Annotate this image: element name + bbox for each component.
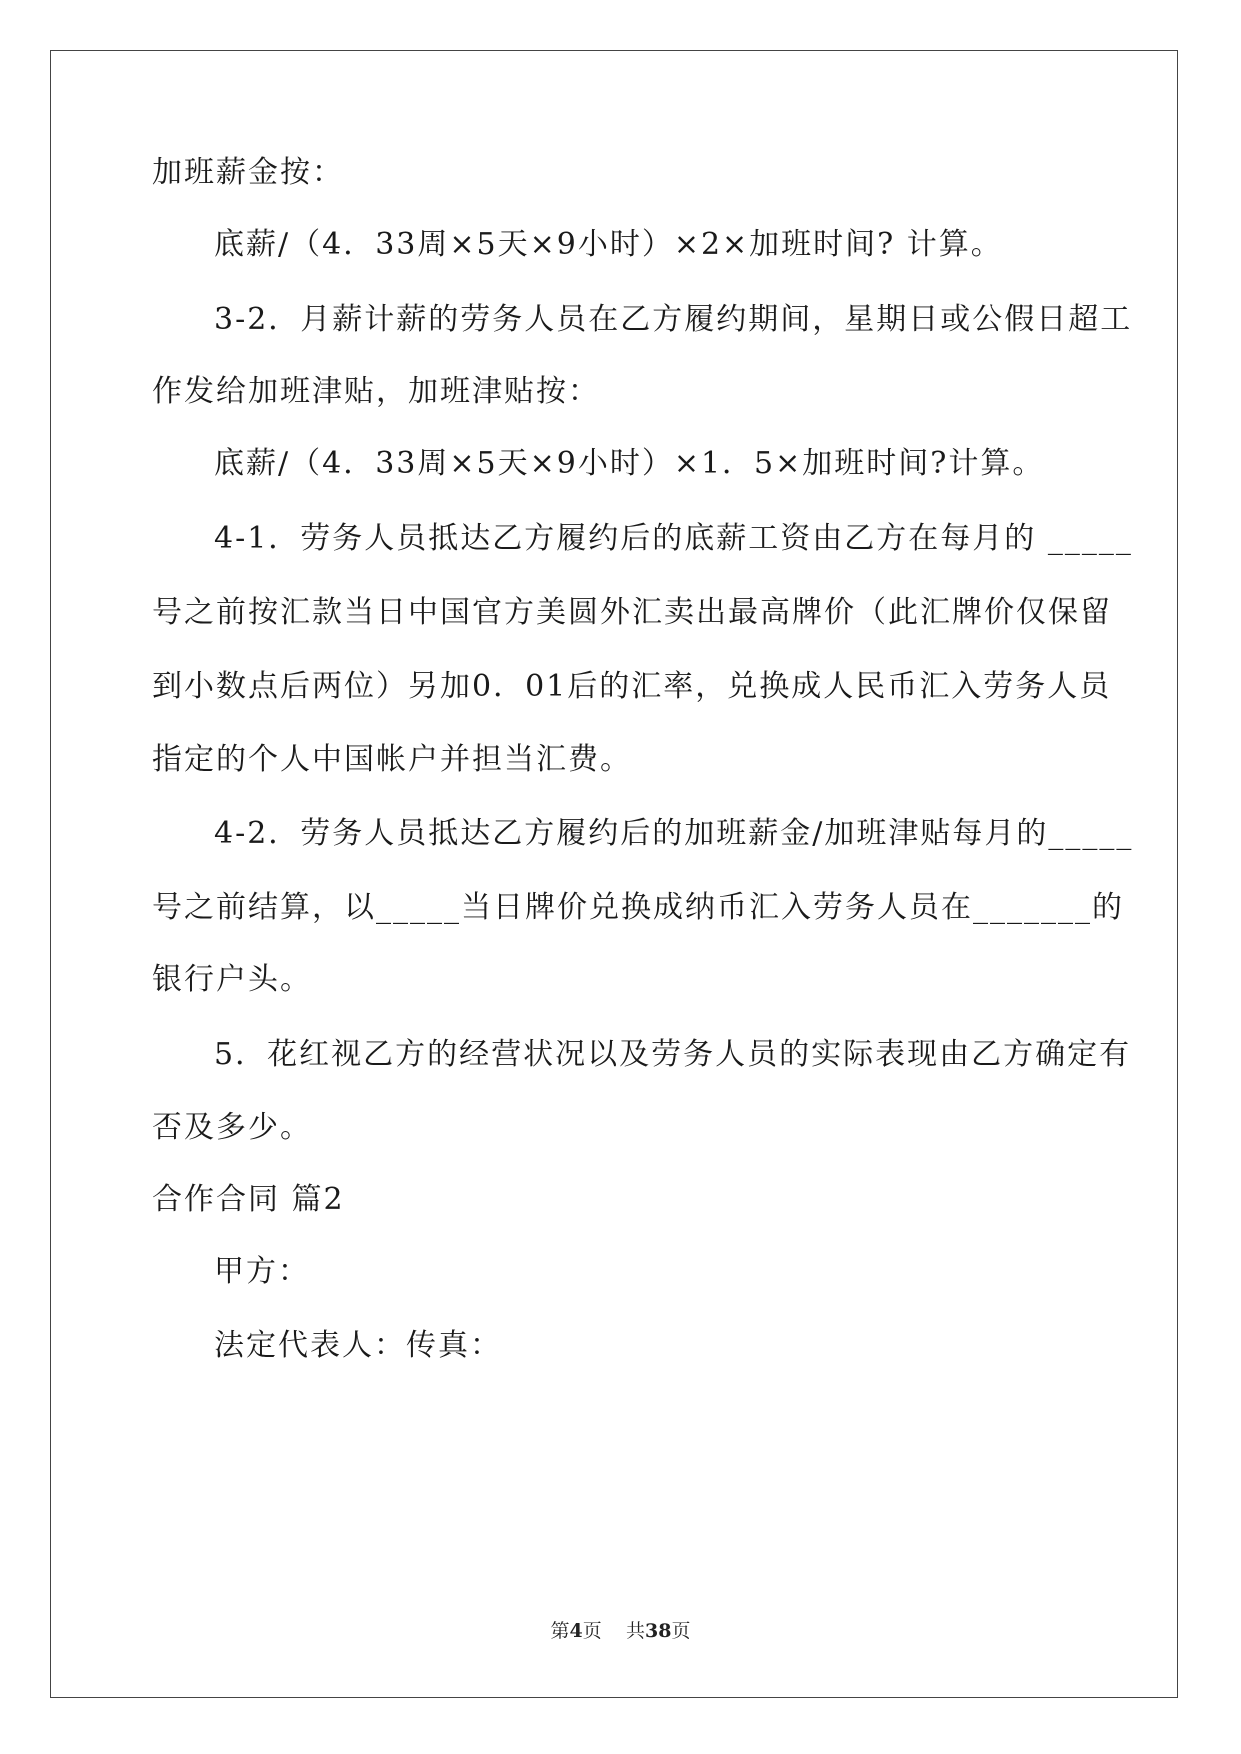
text-line: 到小数点后两位）另加0．01后的汇率，兑换成人民币汇入劳务人员: [152, 669, 1112, 704]
footer-total-suffix: 页: [671, 1620, 691, 1642]
text-line: 加班薪金按：: [152, 155, 344, 190]
text-line: 甲方：: [214, 1254, 310, 1289]
page-footer: [0, 1620, 1241, 1642]
text-line: 号之前结算，以_____当日牌价兑换成纳币汇入劳务人员在_______的: [152, 890, 1124, 925]
current-page-number: 4: [569, 1620, 583, 1642]
text-line: 3-2．月薪计薪的劳务人员在乙方履约期间，星期日或公假日超工: [214, 302, 1133, 337]
page-border: [50, 50, 1178, 1698]
text-line: 4-2．劳务人员抵达乙方履约后的加班薪金/加班津贴每月的_____: [214, 816, 1134, 851]
text-line: 底薪/（4．33周×5天×9小时）×2×加班时间? 计算。: [214, 227, 1003, 262]
total-page-count: 38: [644, 1620, 672, 1642]
text-line: 指定的个人中国帐户并担当汇费。: [152, 742, 632, 777]
footer-total-prefix: 共: [625, 1620, 645, 1642]
text-line: 5．花红视乙方的经营状况以及劳务人员的实际表现由乙方确定有: [214, 1037, 1132, 1072]
text-line: 否及多少。: [152, 1110, 312, 1145]
text-line: 银行户头。: [152, 962, 312, 997]
text-line: 4-1．劳务人员抵达乙方履约后的底薪工资由乙方在每月的 _____: [214, 521, 1133, 556]
text-line: 作发给加班津贴，加班津贴按：: [152, 374, 600, 409]
text-line: 法定代表人：传真：: [214, 1328, 502, 1363]
footer-prefix: 第: [550, 1620, 570, 1642]
text-line: 号之前按汇款当日中国官方美圆外汇卖出最高牌价（此汇牌价仅保留: [152, 595, 1112, 630]
text-line: 底薪/（4．33周×5天×9小时）×1．5×加班时间?计算。: [214, 446, 1045, 481]
footer-page-word: 页: [582, 1620, 602, 1642]
section-heading: 合作合同 篇2: [152, 1182, 345, 1217]
